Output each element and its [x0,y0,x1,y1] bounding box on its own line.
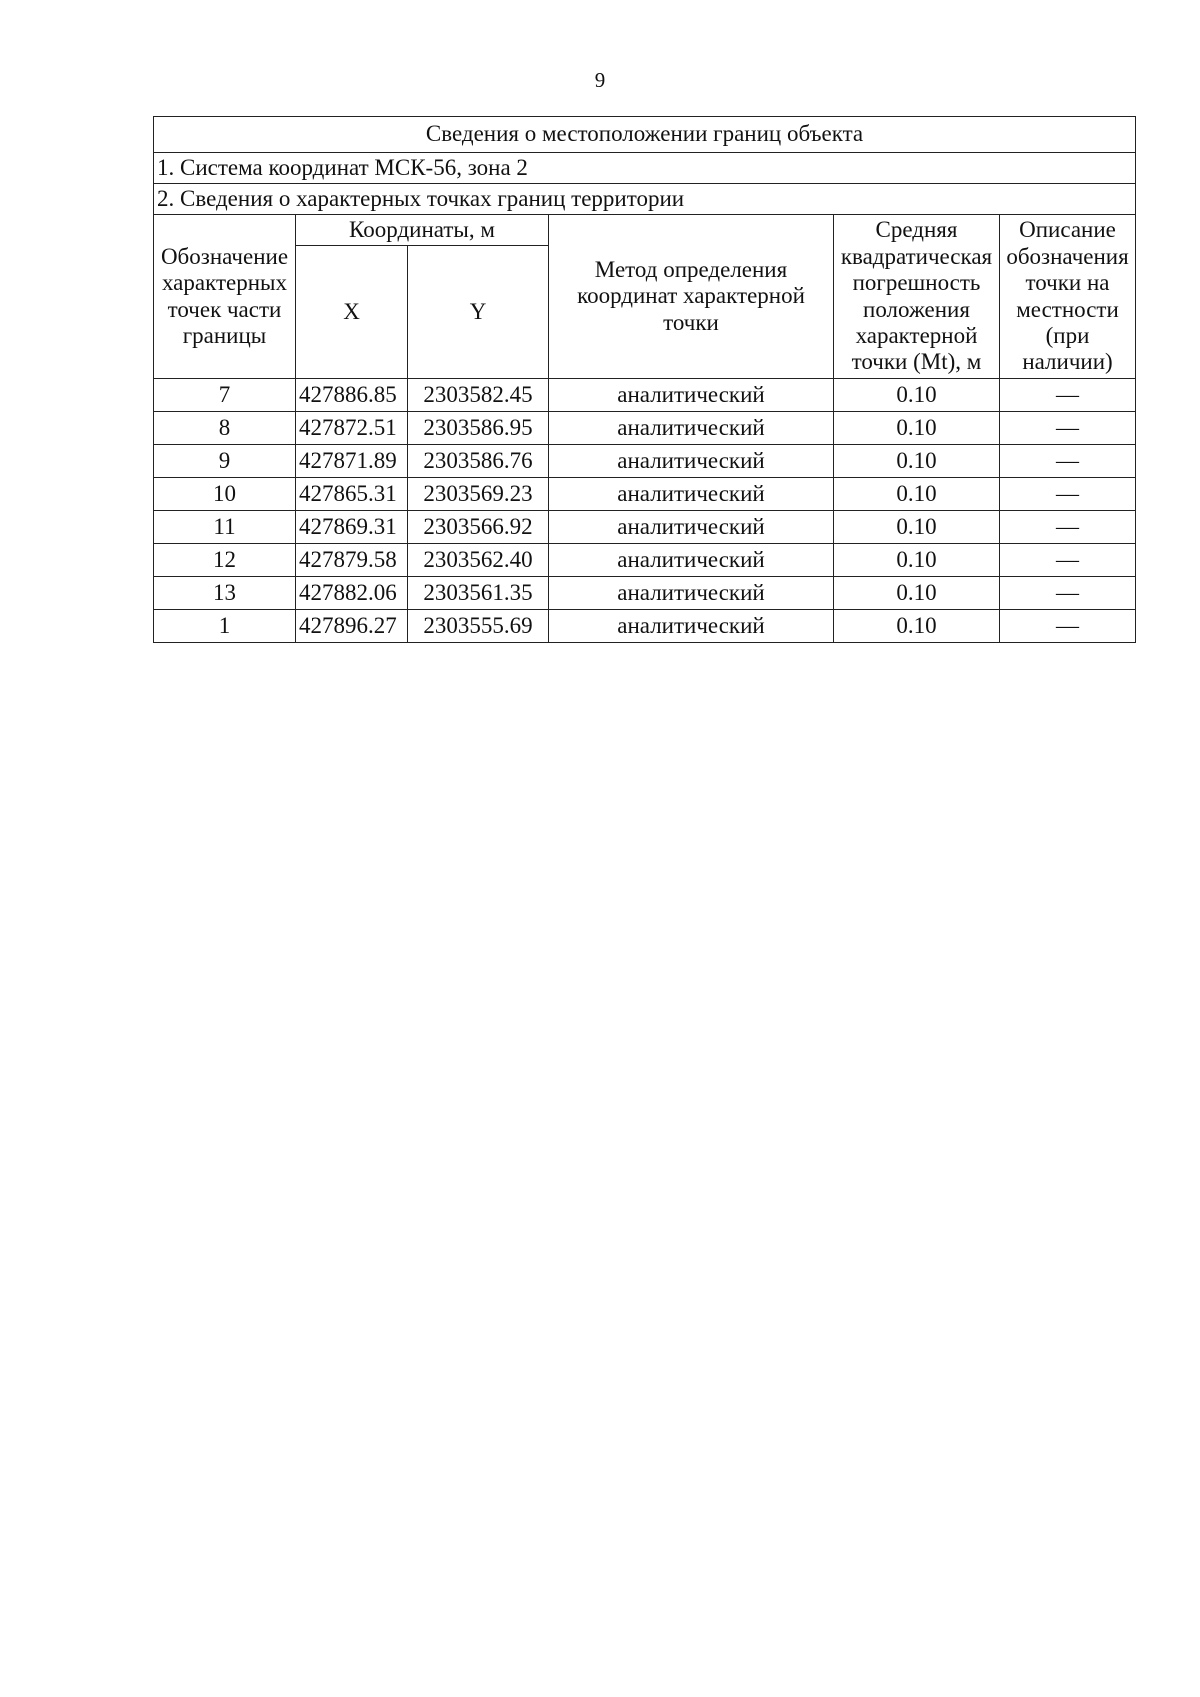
cell-method: аналитический [549,544,834,577]
table-row [154,445,1136,478]
cell-x: 427872.51 [296,412,408,445]
cell-x: 427882.06 [296,577,408,610]
header-coordinates: Координаты, м [296,215,549,246]
cell-error: 0.10 [834,577,1000,610]
cell-y: 2303582.45 [408,379,549,412]
cell-method: аналитический [549,412,834,445]
cell-point: 1 [154,610,296,643]
cell-description: — [1000,445,1136,478]
cell-description: — [1000,610,1136,643]
table-row [154,412,1136,445]
header-method: Метод определения координат характерной точки [549,215,834,379]
points-section-title: 2. Сведения о характерных точках границ территории [154,184,1136,215]
cell-description: — [1000,511,1136,544]
cell-method: аналитический [549,379,834,412]
coordinate-system: 1. Система координат МСК-56, зона 2 [154,153,1136,184]
cell-y: 2303566.92 [408,511,549,544]
cell-method: аналитический [549,610,834,643]
cell-error: 0.10 [834,610,1000,643]
cell-method: аналитический [549,445,834,478]
cell-description: — [1000,544,1136,577]
cell-error: 0.10 [834,511,1000,544]
table-title: Сведения о местоположении границ объекта [154,117,1136,153]
cell-y: 2303586.95 [408,412,549,445]
table-row [154,577,1136,610]
cell-description: — [1000,379,1136,412]
header-description: Описание обозначения точки на местности (при наличии) [1000,215,1136,379]
cell-y: 2303569.23 [408,478,549,511]
cell-method: аналитический [549,511,834,544]
cell-description: — [1000,478,1136,511]
cell-error: 0.10 [834,412,1000,445]
table-row [154,511,1136,544]
cell-point: 13 [154,577,296,610]
cell-point: 9 [154,445,296,478]
cell-method: аналитический [549,478,834,511]
cell-description: — [1000,412,1136,445]
cell-point: 11 [154,511,296,544]
cell-point: 7 [154,379,296,412]
header-point: Обозначение характерных точек части границы [154,215,296,379]
cell-method: аналитический [549,577,834,610]
cell-error: 0.10 [834,445,1000,478]
cell-point: 12 [154,544,296,577]
table-row [154,379,1136,412]
boundary-table [153,116,1136,643]
cell-error: 0.10 [834,478,1000,511]
table-row [154,478,1136,511]
points-section-row [154,184,1136,215]
cell-y: 2303555.69 [408,610,549,643]
cell-x: 427896.27 [296,610,408,643]
cell-x: 427865.31 [296,478,408,511]
header-error: Средняя квадратическая погрешность положения характерной точки (Mt), м [834,215,1000,379]
cell-y: 2303561.35 [408,577,549,610]
cell-error: 0.10 [834,544,1000,577]
cell-x: 427879.58 [296,544,408,577]
header-row-1 [154,215,1136,246]
cell-error: 0.10 [834,379,1000,412]
cell-y: 2303562.40 [408,544,549,577]
coordinate-system-row [154,153,1136,184]
header-y: Y [408,246,549,379]
header-x: X [296,246,408,379]
table-row [154,610,1136,643]
cell-x: 427871.89 [296,445,408,478]
cell-point: 10 [154,478,296,511]
table-title-row [154,117,1136,153]
page-number: 9 [594,68,606,92]
cell-x: 427869.31 [296,511,408,544]
cell-point: 8 [154,412,296,445]
cell-y: 2303586.76 [408,445,549,478]
cell-description: — [1000,577,1136,610]
cell-x: 427886.85 [296,379,408,412]
table-row [154,544,1136,577]
